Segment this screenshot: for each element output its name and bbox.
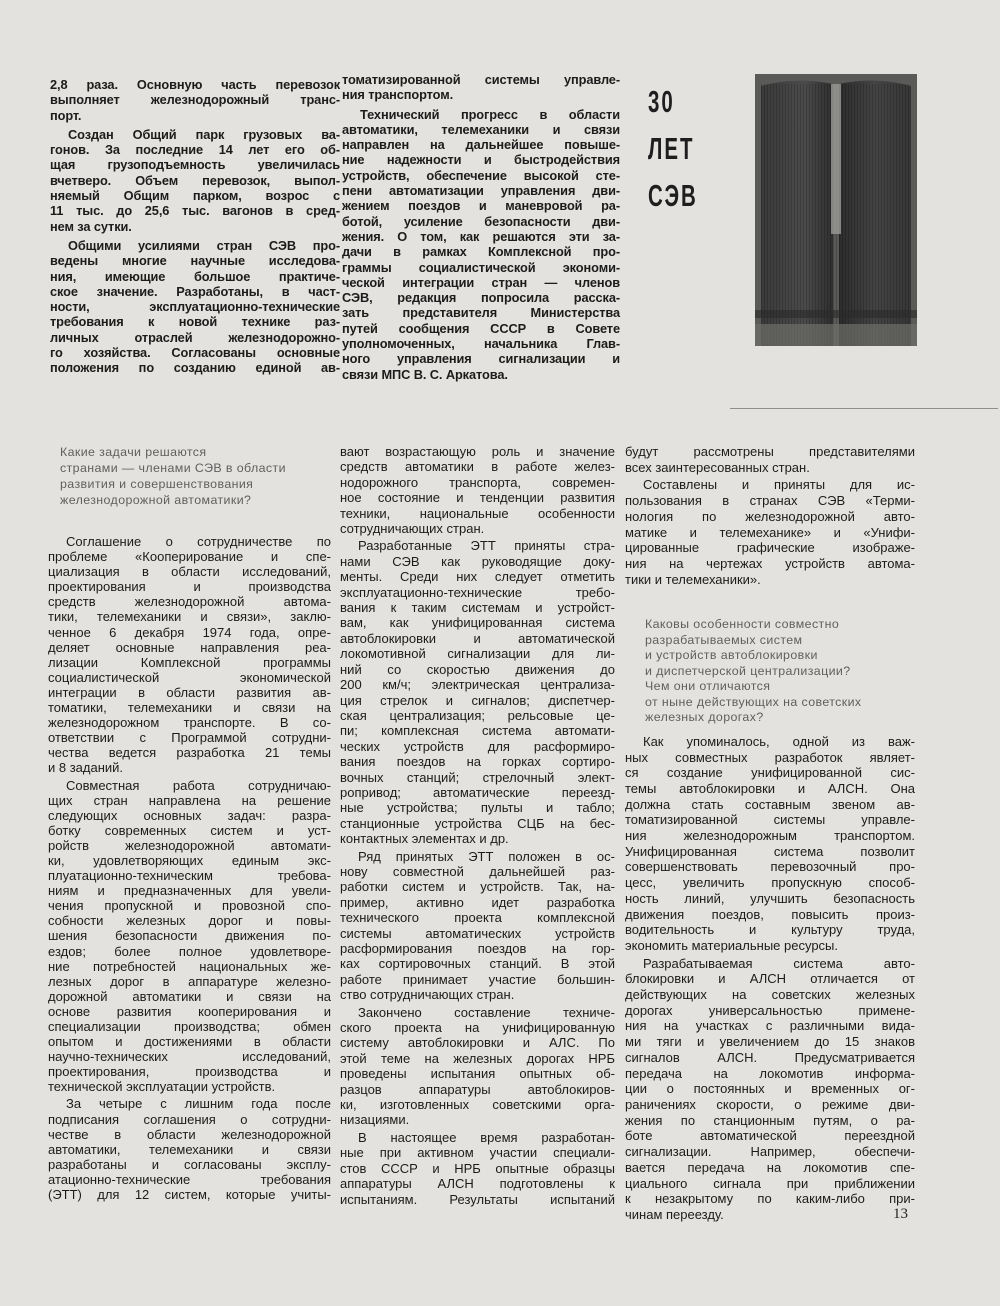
text-line: дорогах универсальностью примене-	[625, 1002, 915, 1018]
text-line: автоблокировки и автоматической	[340, 630, 615, 646]
text-line: блокировки и АЛСН отличается от	[625, 971, 915, 987]
text-line: передача на локомотив информа-	[625, 1065, 915, 1081]
text-line: будут рассмотрены представителями	[625, 444, 915, 459]
text-line: действующих на советских железных	[625, 987, 915, 1003]
paragraph	[48, 778, 331, 1095]
anniversary-organization: СЭВ	[648, 178, 698, 213]
text-line: плуатационно-техническим требова-	[48, 868, 331, 884]
question-line: и устройств автоблокировки	[645, 648, 818, 663]
text-line: локомотивной сигнализации для ли-	[340, 646, 615, 662]
page-number: 13	[893, 1206, 908, 1222]
text-line: вания к таким системам и устройст-	[340, 600, 615, 616]
text-line: томатизированной системы управле-	[342, 72, 620, 87]
text-line: зать представителя Министерства	[342, 305, 620, 321]
text-line: аппаратуры АЛСН подготовлены к	[340, 1176, 615, 1192]
anniversary-years-word: ЛЕТ	[648, 131, 695, 166]
text-line: 2,8 раза. Основную часть перевозок	[50, 77, 340, 92]
question-line: и диспетчерской централизации?	[645, 663, 851, 678]
text-line: ство сотрудничающих стран.	[340, 987, 515, 1003]
text-line: положения по созданию единой ав-	[50, 360, 340, 376]
text-line: средств автоматики в работе желез-	[340, 459, 615, 475]
monument-photo	[755, 74, 917, 346]
text-line: проблеме «Кооперирование и спе-	[48, 549, 331, 565]
text-line: ции о постоянных и временных ог-	[625, 1081, 915, 1097]
question-line: железнодорожной автоматики?	[60, 493, 252, 507]
text-line: СЭВ, редакция попросила расска-	[342, 290, 620, 306]
text-line: разработаны и согласованы эксплу-	[48, 1156, 331, 1172]
text-line: менты. Среди них следует отметить	[340, 569, 615, 585]
text-line: Унифицированная система позволит	[625, 843, 915, 859]
question-line: Какие задачи решаются	[60, 445, 207, 459]
text-line: технической эксплуатации устройств.	[48, 1079, 276, 1095]
text-line: жения. О том, как решаются эти за-	[342, 228, 620, 244]
text-line: В настоящее время разработан-	[358, 1129, 615, 1145]
text-line: собности железных дорог и повы-	[48, 913, 331, 929]
text-line: ния на чертежах устройств автома-	[625, 555, 915, 571]
text-line: деляет основные направления реа-	[48, 639, 331, 655]
text-line: ропривод; автоматические переезд-	[340, 784, 615, 800]
text-line: специализации производства; обмен	[48, 1019, 331, 1034]
text-line: ченное 6 декабря 1974 года, опре-	[48, 624, 331, 640]
text-line: честве в области железнодорожной	[48, 1126, 331, 1142]
text-line: следующих основных задач: разра-	[48, 807, 331, 823]
text-line: ми тяги и увеличением до 15 знаков	[625, 1034, 915, 1050]
text-line: циализация в области исследований,	[48, 564, 331, 580]
text-line: ное состояние и тенденции развития	[340, 490, 615, 506]
question-line: железных дорогах?	[645, 710, 764, 725]
text-line: ние надежности и быстродействия	[342, 152, 620, 168]
text-line: Соглашение о сотрудничестве по	[66, 534, 331, 549]
text-line: няемый Общим парком, возрос с	[50, 188, 340, 204]
text-line: автоматики, телемеханики и связи	[342, 121, 620, 137]
text-line: станционные устройства СЦБ на бес-	[340, 815, 615, 831]
text-line: путей сообщения СССР в Совете	[342, 320, 620, 336]
text-line: ниям и предназначенных для увели-	[48, 883, 331, 899]
text-line: проектирования, производства и	[48, 1064, 331, 1080]
text-line: систему автоблокировки и АЛС. По	[340, 1035, 615, 1051]
text-line: го хозяйства. Согласованы основные	[50, 345, 340, 361]
text-line: социалистической экономической	[48, 669, 331, 685]
text-line: ботку современных систем и уст-	[48, 822, 331, 838]
text-line: сигнализации. Например, обеспечи-	[625, 1144, 915, 1160]
text-line: чинам переезду.	[625, 1206, 724, 1222]
text-line: Совместная работа сотрудничаю-	[66, 777, 331, 793]
interview-question	[625, 617, 915, 726]
text-line: дачи в рамках Комплексной про-	[342, 244, 620, 260]
text-line: ния на участках с различными вида-	[625, 1018, 915, 1034]
interview-column-1	[48, 444, 331, 1202]
text-line: работки систем и устройств. Так, на-	[340, 879, 615, 895]
text-line: ведены многие научные исследова-	[50, 253, 340, 269]
lead-column-left	[50, 77, 340, 376]
text-line: ных совместных разработок являет-	[625, 749, 915, 765]
text-line: Общими усилиями стран СЭВ про-	[68, 237, 340, 253]
paragraph	[625, 956, 915, 1223]
text-line: ные при активном участии специали-	[340, 1145, 615, 1161]
text-line: ся создание унифицированной сис-	[625, 765, 915, 781]
text-line: стов СССР и НРБ опытные образцы	[340, 1160, 615, 1176]
text-line: вания поездов на горках сортиро-	[340, 754, 615, 770]
question-line: странами — членами СЭВ в области	[60, 461, 286, 475]
text-line: (ЭТТ) для 12 систем, которые учиты-	[48, 1187, 331, 1203]
section-divider	[730, 408, 998, 409]
text-line: ботой, усиление безопасности дви-	[342, 213, 620, 229]
text-line: проведены испытания опытных об-	[340, 1066, 615, 1082]
text-line: железнодорожном транспорте. В со-	[48, 715, 331, 731]
text-line: ская централизация; рельсовые це-	[340, 707, 615, 723]
text-line: пользования в странах СЭВ «Терми-	[625, 493, 915, 509]
text-line: техники, национальные особенности	[340, 505, 615, 521]
text-line: всех заинтересованных стран.	[625, 459, 810, 475]
text-line: вочных станций; стрелочный элект-	[340, 769, 615, 785]
text-line: водительность и культуру труда,	[625, 922, 915, 938]
paragraph	[340, 1005, 615, 1128]
text-line: ки, изготовленных советскими орга-	[340, 1097, 615, 1113]
text-line: подписания соглашения о сотрудни-	[48, 1111, 331, 1127]
text-line: интеграции в области развития ав-	[48, 684, 331, 700]
text-line: контактных элементах и др.	[340, 831, 509, 847]
text-line: раничениях скорости, о режиме дви-	[625, 1097, 915, 1112]
text-line: уполномоченных, начальника Глав-	[342, 336, 620, 352]
text-line: ния транспортом.	[342, 87, 454, 103]
text-line: автоматики, телемеханики и связи	[48, 1141, 331, 1157]
text-line: Технический прогресс в области	[360, 106, 620, 122]
paragraph	[340, 1130, 615, 1207]
question-line: развития и совершенствования	[60, 477, 254, 491]
text-line: ние потребностей национальных же-	[48, 958, 331, 974]
text-line: опытом и достижениями в области	[48, 1034, 331, 1050]
text-line: ческой интеграции стран — членов	[342, 274, 620, 290]
text-line: основе развития кооперирования и	[48, 1003, 331, 1019]
text-line: тики и телемеханики».	[625, 571, 761, 587]
text-line: Создан Общий парк грузовых ва-	[68, 126, 340, 142]
text-line: ского проекта на унифицированную	[340, 1020, 615, 1036]
text-line: боте автоматической переездной	[625, 1128, 915, 1144]
text-line: ответствии с Программой сотрудни-	[48, 730, 331, 746]
text-line: чества ведется разработка 21 темы	[48, 745, 331, 761]
text-line: ния, имеющие большое практиче-	[50, 268, 340, 284]
paragraph	[342, 107, 620, 382]
text-line: Разработанные ЭТТ приняты стра-	[358, 538, 615, 554]
paragraph	[340, 849, 615, 1003]
text-line: Ряд принятых ЭТТ положен в ос-	[358, 848, 615, 864]
text-line: ческих устройств для расформиро-	[340, 738, 615, 754]
text-line: ные устройства; пульты и табло;	[340, 800, 615, 816]
text-line: устройств, обеспечение высокой сте-	[342, 167, 620, 183]
text-line: нология по железнодорожной авто-	[625, 508, 915, 524]
text-line: лизации Комплексной программы	[48, 654, 331, 670]
question-line: Каковы особенности совместно	[645, 617, 840, 632]
text-line: проектирования и производства	[48, 579, 331, 595]
anniversary-number: 30	[648, 84, 675, 119]
text-line: ки, удовлетворяющих единым экс-	[48, 852, 331, 868]
text-line: работе принимает участие большин-	[340, 971, 615, 987]
text-line: щая грузоподъемность увеличилась	[50, 157, 340, 173]
paragraph	[340, 538, 615, 846]
text-line: выполняет железнодорожный транс-	[50, 92, 340, 108]
text-line: Закончено составление техниче-	[358, 1004, 615, 1020]
paragraph	[625, 444, 915, 475]
text-line: шения безопасности движения по-	[48, 928, 331, 944]
text-line: порт.	[50, 107, 82, 123]
text-line: лезных дорог в аппаратуре железно-	[48, 973, 331, 989]
text-line: сигналов АЛСН. Предусматривается	[625, 1049, 915, 1065]
paragraph	[50, 238, 340, 376]
text-line: вчетверо. Объем перевозок, выпол-	[50, 172, 340, 188]
text-line: пример, активно идет разработка	[340, 894, 615, 910]
text-line: пени автоматизации управления дви-	[342, 183, 620, 199]
text-line: томатизированной системы управле-	[625, 812, 915, 828]
text-line: связи МПС В. С. Аркатова.	[342, 366, 508, 382]
text-line: ездов; более полное удовлетворе-	[48, 943, 331, 959]
text-line: граммы социалистической экономи-	[342, 259, 620, 275]
text-line: системы автоматических устройств	[340, 925, 615, 941]
text-line: экономить материальные ресурсы.	[625, 937, 839, 953]
text-line: нем за сутки.	[50, 218, 132, 234]
text-line: совершенствовать перевозочный про-	[625, 859, 915, 875]
text-line: чения пропускной и провозной спо-	[48, 898, 331, 914]
text-line: щих стран направлена на решение	[48, 792, 331, 808]
text-line: испытаниям. Результаты испытаний	[340, 1191, 615, 1207]
text-line: движения поездов, повысить произ-	[625, 906, 915, 922]
text-line: темы автоблокировки и АЛСН. Она	[625, 780, 915, 796]
text-line: нодорожного транспорта, современ-	[340, 474, 615, 490]
question-line: Чем они отличаются	[645, 679, 771, 694]
text-line: ность линий, улучшить безопасность	[625, 890, 915, 906]
paragraph	[48, 1096, 331, 1202]
text-line: расформирования поездов на гор-	[340, 941, 615, 956]
lead-column-right	[342, 72, 620, 382]
text-line: дорожной автоматики и связи на	[48, 988, 331, 1004]
text-line: ское значение. Разработаны, в част-	[50, 283, 340, 299]
text-line: 11 тыс. до 25,6 тыс. вагонов в сред-	[50, 203, 340, 219]
text-line: Как упоминалось, одной из важ-	[643, 733, 915, 749]
text-line: пи; комплексная система автомати-	[340, 723, 615, 739]
text-line: Составлены и приняты для ис-	[643, 477, 915, 493]
text-line: жения по станционным путям, о ра-	[625, 1112, 915, 1128]
text-line: этой теме на железных дорогах НРБ	[340, 1050, 615, 1066]
text-line: вают возрастающую роль и значение	[340, 444, 615, 459]
question-line: от ныне действующих на советских	[645, 694, 862, 709]
text-line: к незакрытому по каким-либо при-	[625, 1191, 915, 1207]
text-line: ках сортировочных станций. В этой	[340, 956, 615, 972]
text-line: ция стрелок и сигналов; диспетчер-	[340, 692, 615, 708]
text-line: Разрабатываемая система авто-	[643, 955, 915, 971]
text-line: За четыре с лишним года после	[66, 1096, 331, 1112]
text-line: тики, телемеханики и связи», заклю-	[48, 609, 331, 625]
question-line: разрабатываемых систем	[645, 632, 803, 647]
text-line: циального сигнала при приближении	[625, 1175, 915, 1191]
text-line: научно-технических исследований,	[48, 1049, 331, 1065]
text-line: требования к новой технике раз-	[50, 314, 340, 330]
text-line: низациями.	[340, 1112, 410, 1128]
text-line: цесс, увеличить пропускную способ-	[625, 875, 915, 891]
text-line: цированные графические изображе-	[625, 540, 915, 556]
text-line: сотрудничающих стран.	[340, 521, 485, 537]
text-line: направлен на дальнейшее повыше-	[342, 137, 620, 153]
text-line: вам, как унифицированная система	[340, 615, 615, 631]
text-line: ности, эксплуатационно-технические	[50, 299, 340, 315]
text-line: личных отраслей железнодорожно-	[50, 329, 340, 345]
text-line: ройств железнодорожной автомати-	[48, 837, 331, 853]
paragraph	[625, 477, 915, 587]
text-line: технического проекта комплексной	[340, 910, 615, 926]
text-line: жением поездов и маневровой ра-	[342, 198, 620, 214]
text-line: атационно-технические требования	[48, 1171, 331, 1187]
text-line: средств железнодорожной автома-	[48, 594, 331, 610]
text-line: и 8 заданий.	[48, 760, 124, 776]
paragraph	[48, 534, 331, 776]
paragraph	[50, 77, 340, 123]
interview-question	[48, 444, 331, 508]
text-line: должна стать составным звеном ав-	[625, 796, 915, 812]
text-line: матике и телемеханике» и «Унифи-	[625, 524, 915, 540]
text-line: вается передача на локомотив спе-	[625, 1159, 915, 1175]
interview-column-3	[625, 444, 915, 1223]
paragraph	[50, 127, 340, 234]
text-line: ного управления сигнализации и	[342, 351, 620, 367]
text-line: эксплуатационно-технические требо-	[340, 584, 615, 600]
paragraph	[342, 72, 620, 103]
text-line: ния железнодорожным транспортом.	[625, 828, 915, 844]
text-line: томатики, телемеханики и связи на	[48, 700, 331, 716]
interview-column-2	[340, 444, 615, 1207]
text-line: ний со скоростью движения до	[340, 661, 615, 677]
paragraph	[340, 444, 615, 536]
text-line: гонов. За последние 14 лет его об-	[50, 142, 340, 158]
text-line: нову совместной дальнейшей раз-	[340, 863, 615, 879]
text-line: 200 км/ч; электрическая централиза-	[340, 677, 615, 693]
text-line: нами СЭВ как руководящие доку-	[340, 553, 615, 569]
paragraph	[625, 734, 915, 954]
text-line: разцов аппаратуры автоблокиров-	[340, 1081, 615, 1097]
